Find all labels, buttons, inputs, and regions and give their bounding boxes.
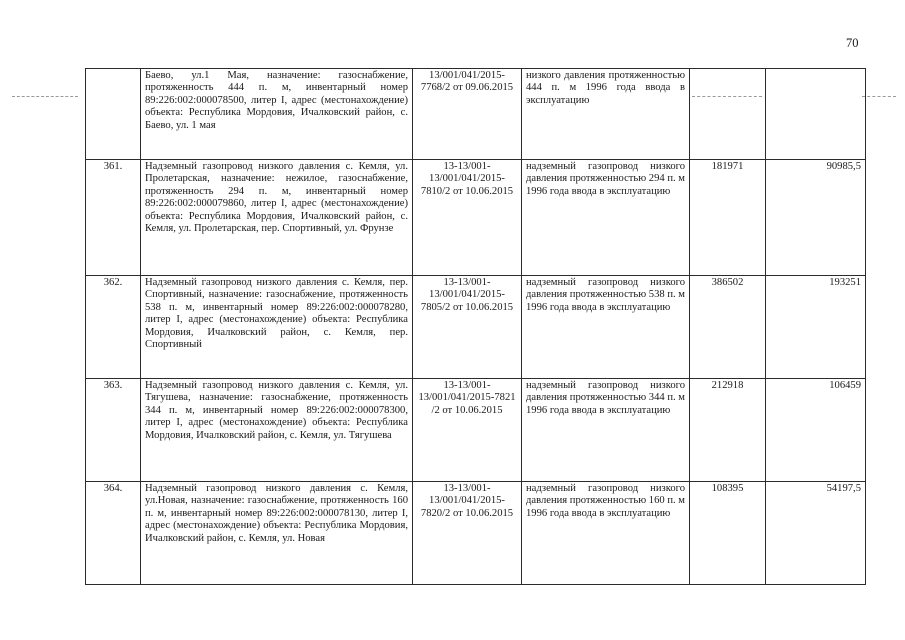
row-number: 361.	[86, 160, 141, 276]
value-cell-2: 193251	[766, 276, 866, 379]
object-description: Надземный газопровод низкого давления с. Кемля, пер. Спортивный, назначение: газоснабжение, протяженность 538 п. м, инвентарный номер 89:226:002:000078280, литер I, адрес (местонахождение) объекта: Республика Мордовия, Ичалковский район, с. Кемля, пер. Спортивный	[141, 276, 413, 379]
value-cell-1: 181971	[690, 160, 766, 276]
object-description: Баево, ул.1 Мая, назначение: газоснабжение, протяженность 444 п. м, инвентарный номер 89:226:002:000078500, литер I, адрес (местонахождение) объекта: Республика Мордовия, Ичалковский район, с. Баево, ул. 1 мая	[141, 69, 413, 160]
value-cell-1: 386502	[690, 276, 766, 379]
object-characteristics: надземный газопровод низкого давления протяженностью 160 п. м 1996 года ввода в эксплуатацию	[522, 482, 690, 585]
table-row	[86, 160, 866, 276]
property-registry-table	[85, 68, 866, 585]
object-characteristics: низкого давления протяженностью 444 п. м 1996 года ввода в эксплуатацию	[522, 69, 690, 160]
table-row	[86, 482, 866, 585]
table-row	[86, 69, 866, 160]
scan-artifact-right	[862, 96, 896, 97]
value-cell-2: 106459	[766, 379, 866, 482]
registration-record: 13-13/001-13/001/041/2015-7821 /2 от 10.06.2015	[413, 379, 522, 482]
row-number: 364.	[86, 482, 141, 585]
row-number	[86, 69, 141, 160]
value-cell-2: 54197,5	[766, 482, 866, 585]
object-description: Надземный газопровод низкого давления с. Кемля, ул.Новая, назначение: газоснабжение, протяженность 160 п. м, инвентарный номер 89:226:002:000078130, литер I, адрес (местонахождение) объекта: Республика Мордовия, Ичалковский район, с. Кемля, ул. Новая	[141, 482, 413, 585]
object-characteristics: надземный газопровод низкого давления протяженностью 294 п. м 1996 года ввода в эксплуатацию	[522, 160, 690, 276]
object-characteristics: надземный газопровод низкого давления протяженностью 538 п. м 1996 года ввода в эксплуатацию	[522, 276, 690, 379]
scan-artifact-left	[12, 96, 78, 97]
value-cell-1: 212918	[690, 379, 766, 482]
registration-record: 13-13/001-13/001/041/2015-7810/2 от 10.06.2015	[413, 160, 522, 276]
object-characteristics: надземный газопровод низкого давления протяженностью 344 п. м 1996 года ввода в эксплуатацию	[522, 379, 690, 482]
value-cell-2: 90985,5	[766, 160, 866, 276]
object-description: Надземный газопровод низкого давления с. Кемля, ул. Тягушева, назначение: газоснабжение, протяженность 344 п. м, инвентарный номер 89:226:002:000078300, литер I, адрес (местонахождение) объекта: Республика Мордовия, Ичалковский район, с. Кемля, ул. Тягушева	[141, 379, 413, 482]
registration-record: 13-13/001-13/001/041/2015-7805/2 от 10.06.2015	[413, 276, 522, 379]
value-cell-2	[766, 69, 866, 160]
registration-record: 13-13/001-13/001/041/2015-7820/2 от 10.06.2015	[413, 482, 522, 585]
row-number: 362.	[86, 276, 141, 379]
table-row	[86, 379, 866, 482]
registration-record: 13/001/041/2015-7768/2 от 09.06.2015	[413, 69, 522, 160]
value-cell-1: 108395	[690, 482, 766, 585]
page-number: 70	[846, 36, 859, 50]
table-row	[86, 276, 866, 379]
row-number: 363.	[86, 379, 141, 482]
object-description: Надземный газопровод низкого давления с. Кемля, ул. Пролетарская, назначение: нежилое, газоснабжение, протяженность 294 п. м, инвентарный номер 89:226:002:000079860, литер I, адрес (местонахождение) объекта: Республика Мордовия, Ичалковский район, с. Кемля, ул. Пролетарская, пер. Спортивный, ул. Фрунзе	[141, 160, 413, 276]
value-cell-1	[690, 69, 766, 160]
